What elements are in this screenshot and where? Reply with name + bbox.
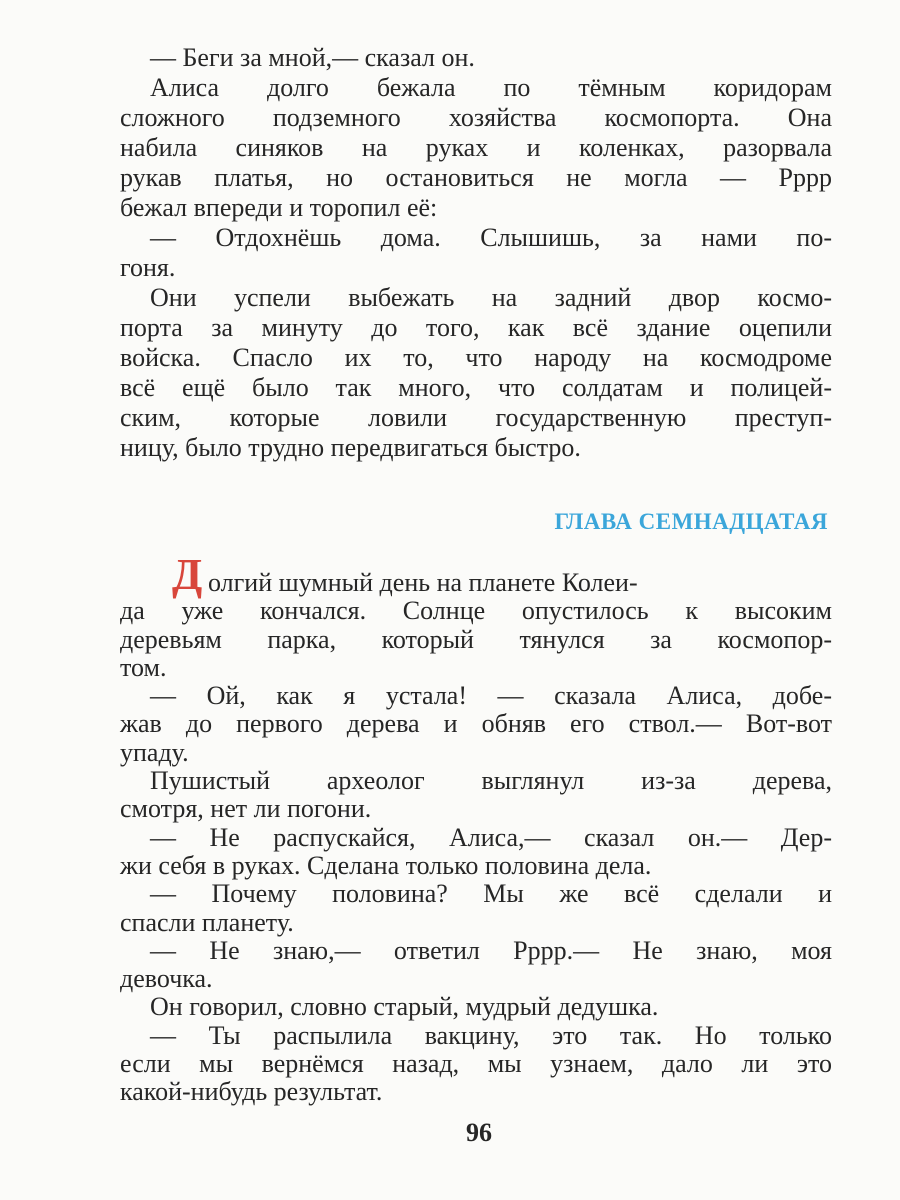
text-line: набила синяков на руках и коленках, разорвала <box>120 133 832 162</box>
text-line: всё ещё было так много, что солдатам и полицей- <box>120 373 832 402</box>
text-line: деревьям парка, который тянулся за космопор- <box>120 624 832 654</box>
text-line: — Отдохнёшь дома. Слышишь, за нами по- <box>150 223 832 252</box>
text-line: упаду. <box>120 737 189 767</box>
text-line: да уже кончался. Солнце опустилось к высоким <box>120 596 832 626</box>
text-line: — Не знаю,— ответил Рррр.— Не знаю, моя <box>150 935 832 965</box>
text-line: том. <box>120 652 167 682</box>
text-line: — Почему половина? Мы же всё сделали и <box>150 879 832 909</box>
text-line: гоня. <box>120 253 176 282</box>
text-line: войска. Спасло их то, что народу на космодроме <box>120 343 832 372</box>
text-line: Он говорил, словно старый, мудрый дедушка. <box>150 992 659 1022</box>
text-line <box>120 550 832 599</box>
text-line: Они успели выбежать на задний двор космо- <box>150 283 832 312</box>
text-line: смотря, нет ли погони. <box>120 794 372 824</box>
text-line: — Ой, как я устала! — сказала Алиса, добе- <box>150 681 832 711</box>
chapter-text-block <box>120 550 832 1107</box>
text-line: ницу, было трудно передвигаться быстро. <box>120 433 581 462</box>
text-line: ским, которые ловили государственную преступ- <box>120 403 832 432</box>
drop-cap: Д <box>172 550 203 599</box>
text-line: Пушистый археолог выглянул из-за дерева, <box>150 766 832 796</box>
text-line: — Беги за мной,— сказал он. <box>150 43 475 72</box>
text-line: если мы вернёмся назад, мы узнаем, дало ли это <box>120 1049 832 1079</box>
text-line: Алиса долго бежала по тёмным коридорам <box>150 73 832 102</box>
text-line: рукав платья, но остановиться не могла — Рррр <box>120 163 832 192</box>
text-line: жав до первого дерева и обняв его ствол.— Вот-вот <box>120 709 832 739</box>
text-line: какой-нибудь результат. <box>120 1077 383 1107</box>
text-line-content: олгий шумный день на планете Колеи- <box>208 568 638 597</box>
text-line: сложного подземного хозяйства космопорта. Она <box>120 103 832 132</box>
text-line: девочка. <box>120 964 213 994</box>
text-line: жи себя в руках. Сделана только половина дела. <box>120 850 652 880</box>
text-line: — Ты распылила вакцину, это так. Но только <box>150 1020 832 1050</box>
text-line: порта за минуту до того, как всё здание оцепили <box>120 313 832 342</box>
text-line: бежал впереди и торопил её: <box>120 193 438 222</box>
text-line: спасли планету. <box>120 907 294 937</box>
chapter-heading: ГЛАВА СЕМНАДЦАТАЯ <box>554 509 828 534</box>
page-number: 96 <box>466 1118 492 1147</box>
text-line: — Не распускайся, Алиса,— сказал он.— Дер- <box>150 822 832 852</box>
text-block-before-chapter <box>120 43 832 463</box>
